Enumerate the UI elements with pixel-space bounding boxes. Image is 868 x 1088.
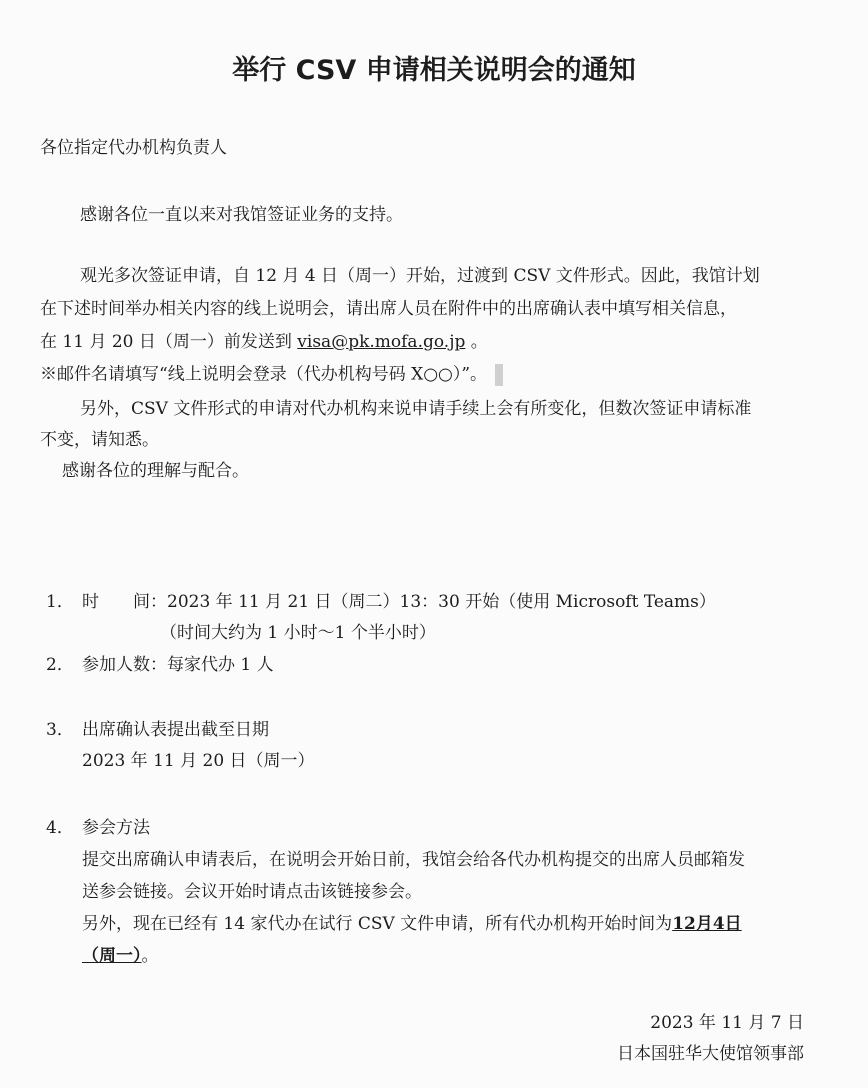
item-1-value: 2023 年 11 月 21 日（周二）13：30 开始（使用 Microsoft Teams） [167, 592, 716, 612]
item-4-period: 。 [141, 946, 159, 966]
email-subject-note-text: ※邮件名请填写“线上说明会登录（代办机构号码 X○○）”。 [40, 364, 488, 385]
item-4-number: 4． [46, 818, 74, 838]
email-subject-note [40, 364, 503, 386]
item-2-number: 2． [46, 655, 74, 675]
item-4-line2: 送参会链接。会议开始时请点击该链接参会。 [82, 882, 422, 902]
deadline-text: 在 11 月 20 日（周一）前发送到 [40, 332, 292, 352]
paragraph-thanks: 感谢各位一直以来对我馆签证业务的支持。 [80, 205, 403, 225]
item-1-time [82, 592, 716, 612]
footer-date: 2023 年 11 月 7 日 [650, 1013, 804, 1033]
paragraph-change-line1: 另外，CSV 文件形式的申请对代办机构来说申请手续上会有所变化，但数次签证申请标准 [80, 399, 752, 419]
weekday-emphasis: （周一） [82, 946, 142, 966]
item-1-number: 1． [46, 592, 74, 612]
item-2-participants: 参加人数：每家代办 1 人 [82, 655, 274, 675]
item-3-number: 3． [46, 720, 74, 740]
item-3-heading: 出席确认表提出截至日期 [82, 720, 269, 740]
page-title: 举行 CSV 申请相关说明会的通知 [232, 55, 636, 86]
item-4-line1: 提交出席确认申请表后，在说明会开始日前，我馆会给各代办机构提交的出席人员邮箱发 [82, 850, 745, 870]
item-4-line3-text: 另外，现在已经有 14 家代办在试行 CSV 文件申请，所有代办机构开始时间为 [82, 914, 673, 934]
paragraph-change-line2: 不变，请知悉。 [40, 430, 159, 450]
paragraph-csv-line3 [40, 332, 488, 352]
item-4-line3 [82, 914, 742, 934]
paragraph-csv-line2: 在下述时间举办相关内容的线上说明会，请出席人员在附件中的出席确认表中填写相关信息， [40, 299, 737, 319]
item-4-heading: 参会方法 [82, 818, 150, 838]
item-3-deadline-date: 2023 年 11 月 20 日（周一） [82, 751, 315, 771]
item-1-duration: （时间大约为 1 小时～1 个半小时） [160, 623, 436, 643]
start-date-emphasis: 12月4日 [672, 914, 742, 934]
period: 。 [470, 332, 488, 352]
text-cursor [495, 364, 503, 386]
item-1-label: 时 间： [82, 592, 167, 612]
email-link[interactable]: visa@pk.mofa.go.jp [297, 332, 466, 352]
item-4-line4 [82, 946, 159, 966]
paragraph-csv-line1: 观光多次签证申请，自 12 月 4 日（周一）开始，过渡到 CSV 文件形式。因此，我馆计划 [80, 266, 760, 286]
footer-organization: 日本国驻华大使馆领事部 [617, 1044, 804, 1064]
salutation: 各位指定代办机构负责人 [40, 138, 227, 158]
paragraph-closing: 感谢各位的理解与配合。 [62, 461, 249, 481]
